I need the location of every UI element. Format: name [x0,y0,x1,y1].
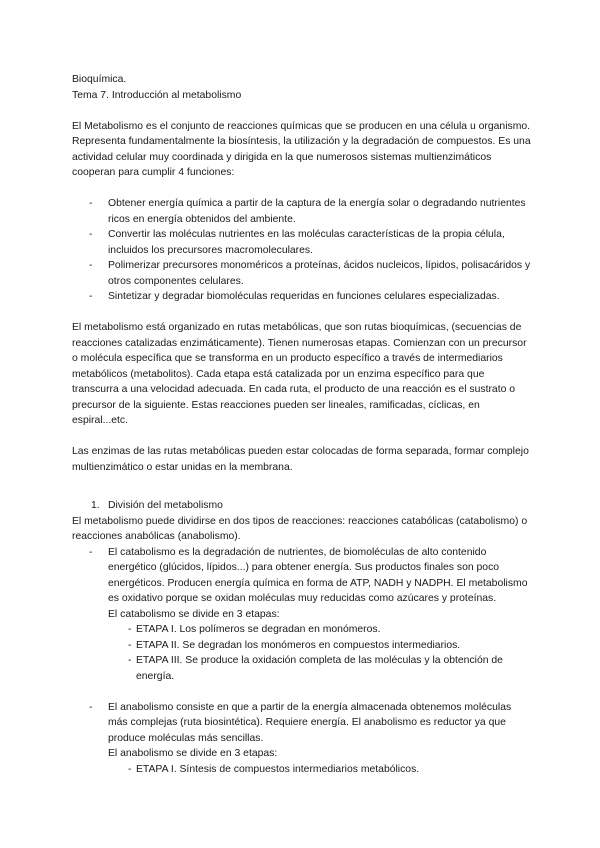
routes-paragraph: El metabolismo está organizado en rutas metabólicas, que son rutas bioquímicas, (secuencias de reacciones catalizadas enzimáticamente). Tienen numerosas etapas. Comienzan con un precursor o molécula específica que se transforma en un producto específico a través de intermediarios metabólicos (metabolitos). Cada etapa está catalizada por un enzima específico para que transcurra a una velocidad adecuada. En cada ruta, el producto de una reacción es el sustrato o precursor de la siguiente. Estas reacciones pueden ser lineales, ramificadas, cíclicas, en espiral...etc. [72,322,527,426]
list-item: - Polimerizar precursores monoméricos a proteínas, ácidos nucleicos, lípidos, polisacáridos y otros componentes celulares. [72,258,532,289]
functions-list [72,196,532,305]
list-item: - ETAPA III. Se produce la oxidación completa de las moléculas y la obtención de energía. [72,653,532,684]
section-heading [72,498,532,514]
anabolism-text: El anabolismo consiste en que a partir de la energía almacenada obtenemos moléculas más complejas (ruta biosintética). Requiere energía. El anabolismo es reductor ya que produce moléculas más sencillas. [108,701,512,744]
anabolism-stages-list [72,762,532,778]
document-body [72,72,532,777]
anabolism-stages-intro: El anabolismo se divide en 3 etapas: [108,748,278,759]
section-number: 1. [91,500,100,511]
intro-paragraph: El Metabolismo es el conjunto de reacciones químicas que se producen en una célula u organismo. Representa fundamentalmente la biosíntesis, la utilización y la degradación de compuestos. Es una actividad celular muy coordinada y dirigida en la que numerosos sistemas multienzimáticos cooperan para cumplir 4 funciones: [72,120,531,178]
subject-heading: Bioquímica. [72,74,127,85]
list-item: - ETAPA I. Los polímeros se degradan en monómeros. [72,622,532,638]
catabolism-stages-list [72,622,532,684]
division-paragraph: El metabolismo puede dividirse en dos tipos de reacciones: reacciones catabólicas (catabolismo) o reacciones anabólicas (anabolismo). [72,515,528,542]
metabolism-types-list-2 [72,700,532,778]
list-item: - Obtener energía química a partir de la captura de la energía solar o degradando nutrientes ricos en energía obtenidos del ambiente. [72,196,532,227]
list-item: - Sintetizar y degradar biomoléculas requeridas en funciones celulares especializadas. [72,289,532,305]
topic-heading: Tema 7. Introducción al metabolismo [72,89,242,101]
enzymes-paragraph: Las enzimas de las rutas metabólicas pueden estar colocadas de forma separada, formar complejo multienzimático o estar unidas en la membrana. [72,446,529,473]
metabolism-types-list [72,545,532,685]
section-title: División del metabolismo [108,500,223,511]
list-item: - ETAPA I. Síntesis de compuestos intermediarios metabólicos. [72,762,532,778]
catabolism-item [72,545,532,685]
catabolism-stages-intro: El catabolismo se divide en 3 etapas: [108,608,280,620]
list-item: - ETAPA II. Se degradan los monómeros en compuestos intermediarios. [72,638,532,654]
catabolism-text: El catabolismo es la degradación de nutrientes, de biomoléculas de alto contenido energético (glúcidos, lípidos...) para obtener energía. Sus productos finales son poco energéticos. Producen energía química en forma de ATP, NADH y NADPH. El metabolismo es oxidativo porque se oxidan moléculas muy reducidas como azúcares y proteínas. [108,546,528,604]
anabolism-item [72,700,532,778]
list-item: - Convertir las moléculas nutrientes en las moléculas características de la propia célula, incluidos los precursores macromoleculares. [72,227,532,258]
